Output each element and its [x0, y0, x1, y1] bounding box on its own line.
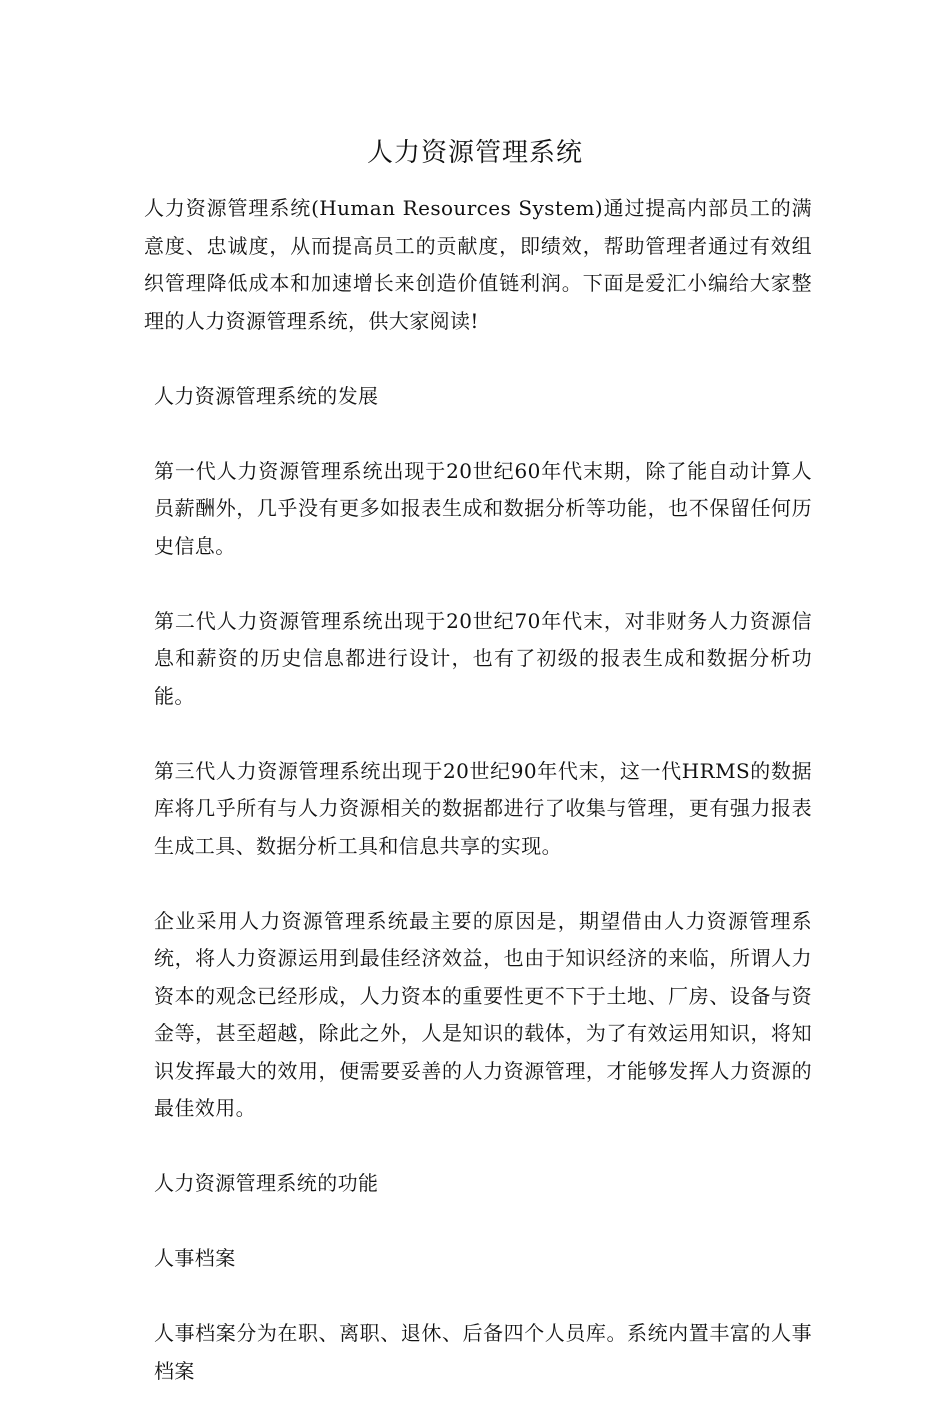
paragraph-adoption-reasons: 企业采用人力资源管理系统最主要的原因是，期望借由人力资源管理系统，将人力资源运用到最佳经济效益，也由于知识经济的来临，所谓人力资本的观念已经形成，人力资本的重要性更不下于土地、厂房、设备与资金等，甚至超越，除此之外，人是知识的载体，为了有效运用知识，将知识发挥最大的效用，便需要妥善的人力资源管理，才能够发挥人力资源的最佳效用。 [154, 908, 812, 1120]
paragraph-third-generation: 第三代人力资源管理系统出现于20世纪90年代末，这一代HRMS的数据库将几乎所有与人力资源相关的数据都进行了收集与管理，更有强力报表生成工具、数据分析工具和信息共享的实现。 [154, 758, 812, 858]
intro-paragraph: 人力资源管理系统(Human Resources System)通过提高内部员工的满意度、忠诚度，从而提高员工的贡献度，即绩效，帮助管理者通过有效组织管理降低成本和加速增长来创造价值链利润。下面是爱汇小编给大家整理的人力资源管理系统，供大家阅读! [144, 196, 812, 333]
paragraph-second-generation: 第二代人力资源管理系统出现于20世纪70年代末，对非财务人力资源信息和薪资的历史信息都进行设计，也有了初级的报表生成和数据分析功能。 [154, 608, 812, 708]
subheading-personnel-files: 人事档案 [154, 1246, 236, 1270]
section-heading-functions: 人力资源管理系统的功能 [154, 1171, 379, 1195]
paragraph-first-generation: 第一代人力资源管理系统出现于20世纪60年代末期，除了能自动计算人员薪酬外，几乎没有更多如报表生成和数据分析等功能，也不保留任何历史信息。 [154, 458, 812, 558]
document-body [144, 190, 812, 1428]
document-title: 人力资源管理系统 [366, 138, 583, 168]
section-heading-development: 人力资源管理系统的发展 [154, 383, 379, 408]
paragraph-personnel-files: 人事档案分为在职、离职、退休、后备四个人员库。系统内置丰富的人事档案 [154, 1321, 812, 1383]
